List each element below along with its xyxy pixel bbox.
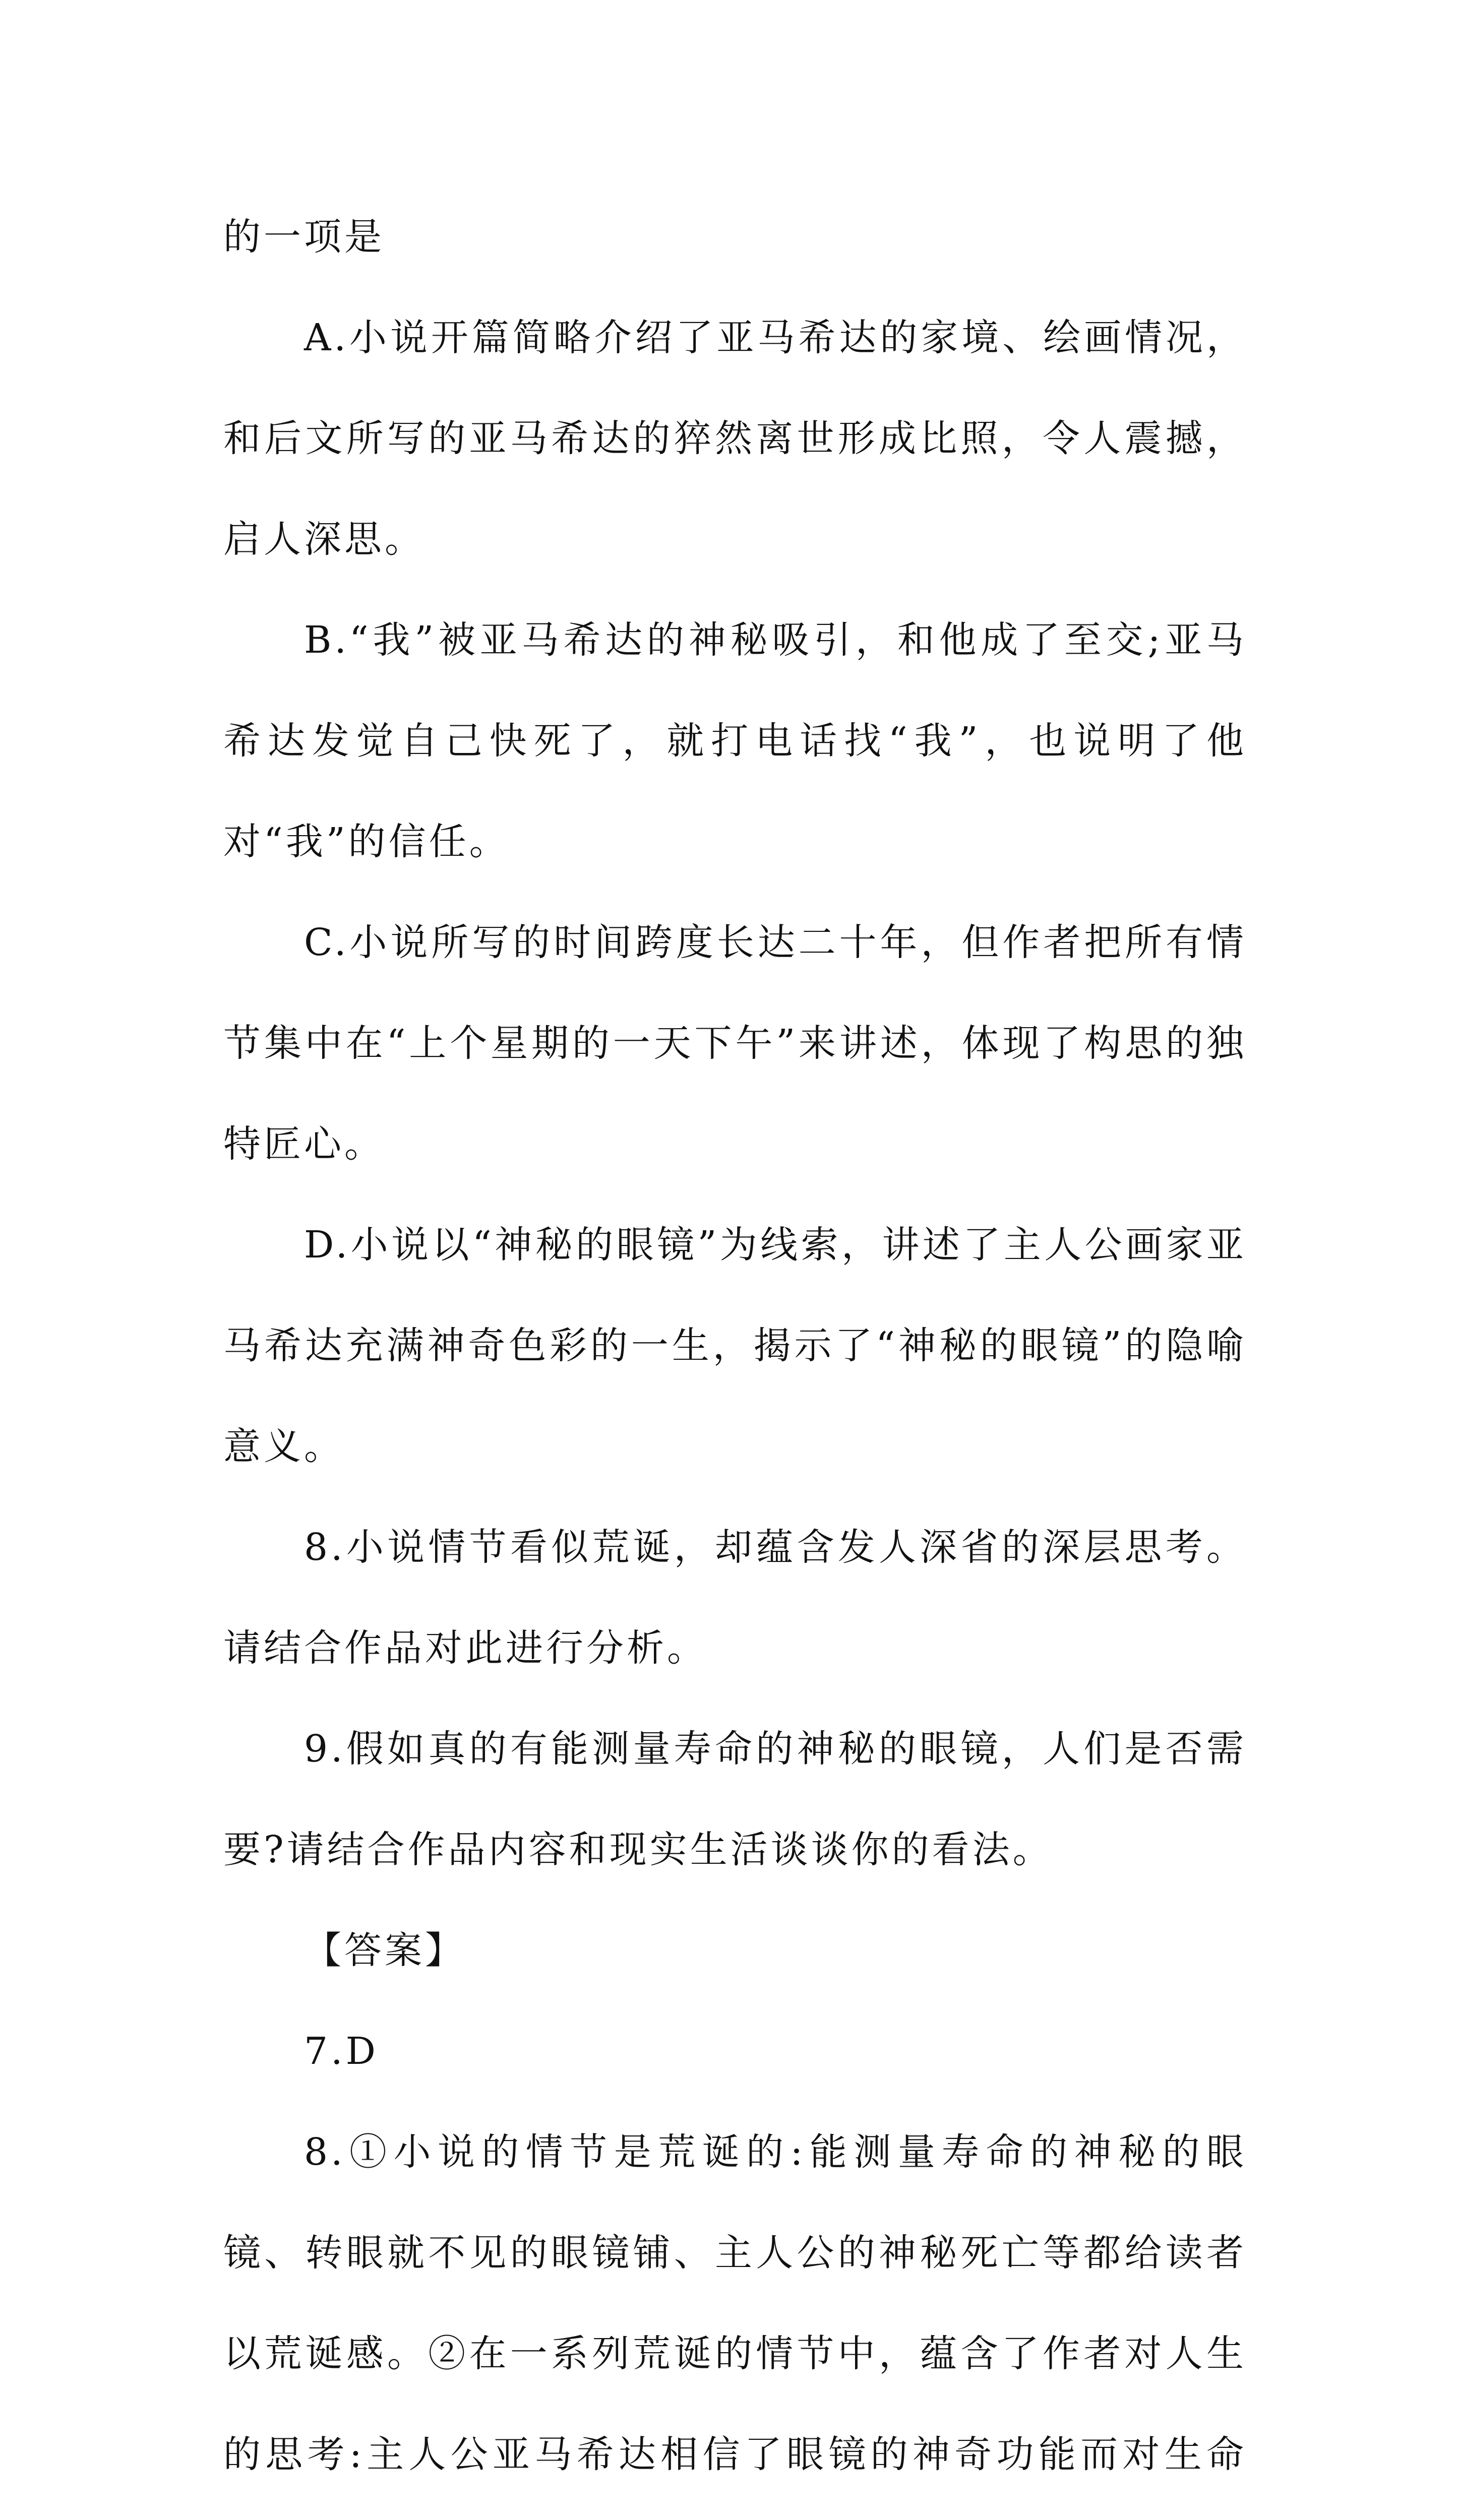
answer-heading: 【答案】 — [304, 1929, 465, 1972]
paragraph-option-b: B.“我”被亚马希达的神秘吸引，和他成了至交;亚马希达发觉自己快死了，就打电话找“我”，也说明了他对“我”的信任。 — [223, 618, 1247, 863]
paragraph-option-d: D.小说以“神秘的眼镜”为线索，讲述了主人公画家亚马希达充满神奇色彩的一生，揭示了“神秘的眼镜”的隐喻意义。 — [223, 1223, 1247, 1468]
paragraph-question-stem-tail: 的一项是 — [223, 215, 385, 259]
paragraph-option-c: C.小说所写的时间跨度长达二十年，但作者把所有情节集中在“上个星期的一天下午”来讲述，体现了构思的独特匠心。 — [223, 921, 1247, 1166]
document-page — [223, 186, 1247, 2520]
paragraph-question-8: 8.小说情节看似荒诞，却蕴含发人深省的深层思考。请结合作品对此进行分析。 — [223, 1526, 1247, 1670]
paragraph-question-9: 9.假如真的有能测量寿命的神秘的眼镜，人们是否需要?请结合作品内容和现实生活谈谈你的看法。 — [223, 1727, 1247, 1871]
paragraph-option-a: A.小说开篇简略介绍了亚马希达的家境、绘画情况，和后文所写的亚马希达的猝然离世形成比照，令人震撼，启人深思。 — [223, 316, 1247, 561]
answer-7: 7.D — [304, 2030, 379, 2073]
answer-8: 8.①小说的情节是荒诞的:能测量寿命的神秘的眼镜、转眼就不见的眼镜铺、主人公的神秘死亡等都给读者以荒诞感。②在一系列荒诞的情节中，蕴含了作者对人生的思考:主人公亚马希达相信了眼镜的神奇功能而对生命 — [223, 2130, 1247, 2476]
